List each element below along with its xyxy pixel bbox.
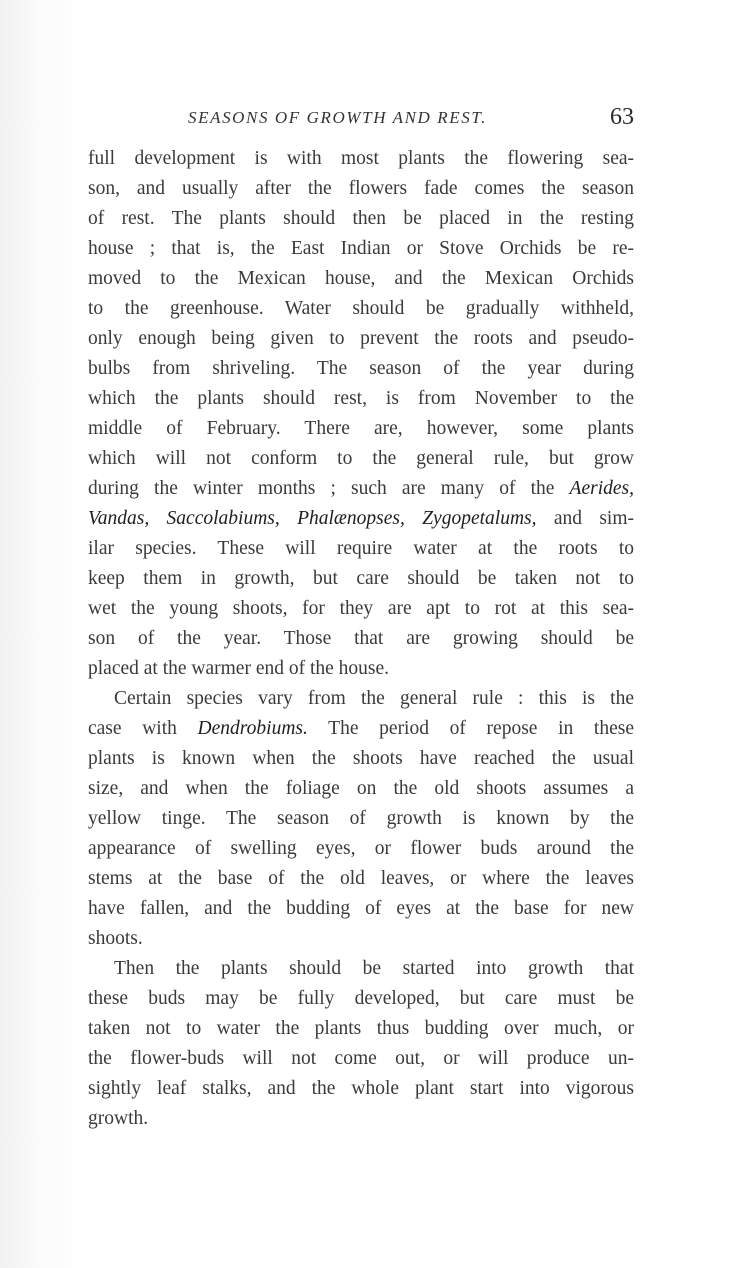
text-line: Certain species vary from the general rule : this is the [114,688,634,709]
text-line: sightly leaf stalks, and the whole plant start into vigorous [88,1078,634,1099]
text-line: bulbs from shriveling. The season of the year during [88,358,634,379]
paragraph [88,684,634,954]
text-line: which will not conform to the general rule, but grow [88,448,634,469]
text-line: stems at the base of the old leaves, or where the leaves [88,868,634,889]
text-line: full development is with most plants the flowering sea- [88,148,634,169]
text-line: the flower-buds will not come out, or will produce un- [88,1048,634,1069]
text-line: case with Dendrobiums. The period of repose in these [88,718,634,739]
paragraph [88,954,634,1134]
text-line: Then the plants should be started into growth that [114,958,634,979]
running-title: SEASONS OF GROWTH AND REST. [188,108,487,127]
species-name: Dendrobiums. [197,718,308,739]
page-number: 63 [610,104,634,130]
text-line: house ; that is, the East Indian or Stove Orchids be re- [88,238,634,259]
text-line: plants is known when the shoots have reached the usual [88,748,634,769]
text-line: to the greenhouse. Water should be gradually withheld, [88,298,634,319]
text-line: Vandas, Saccolabiums, Phalænopses, Zygopetalums, and sim- [88,508,634,529]
text-line: which the plants should rest, is from November to the [88,388,634,409]
running-header [88,104,634,134]
text-line: son, and usually after the flowers fade comes the season [88,178,634,199]
text-line: middle of February. There are, however, some plants [88,418,634,439]
text-line: these buds may be fully developed, but care must be [88,988,634,1009]
text-line: appearance of swelling eyes, or flower buds around the [88,838,634,859]
text-line: wet the young shoots, for they are apt to rot at this sea- [88,598,634,619]
text-line: keep them in growth, but care should be taken not to [88,568,634,589]
text-line: taken not to water the plants thus budding over much, or [88,1018,634,1039]
text-line: shoots. [88,928,143,949]
text-line: moved to the Mexican house, and the Mexican Orchids [88,268,634,289]
text-line: of rest. The plants should then be placed in the resting [88,208,634,229]
text-line: size, and when the foliage on the old shoots assumes a [88,778,634,799]
body-text [88,144,634,1134]
text-line: ilar species. These will require water at the roots to [88,538,634,559]
text-line: placed at the warmer end of the house. [88,658,390,679]
species-name: Aerides, [569,478,634,499]
text-line: during the winter months ; such are many of the Aerides, [88,478,634,499]
text-line: son of the year. Those that are growing should be [88,628,634,649]
species-name: Vandas, Saccolabiums, Phalænopses, Zygopetalums, [88,508,537,529]
text-line: yellow tinge. The season of growth is known by the [88,808,634,829]
text-line: have fallen, and the budding of eyes at the base for new [88,898,634,919]
text-line: only enough being given to prevent the roots and pseudo- [88,328,634,349]
text-line: growth. [88,1108,149,1129]
paragraph [88,144,634,684]
